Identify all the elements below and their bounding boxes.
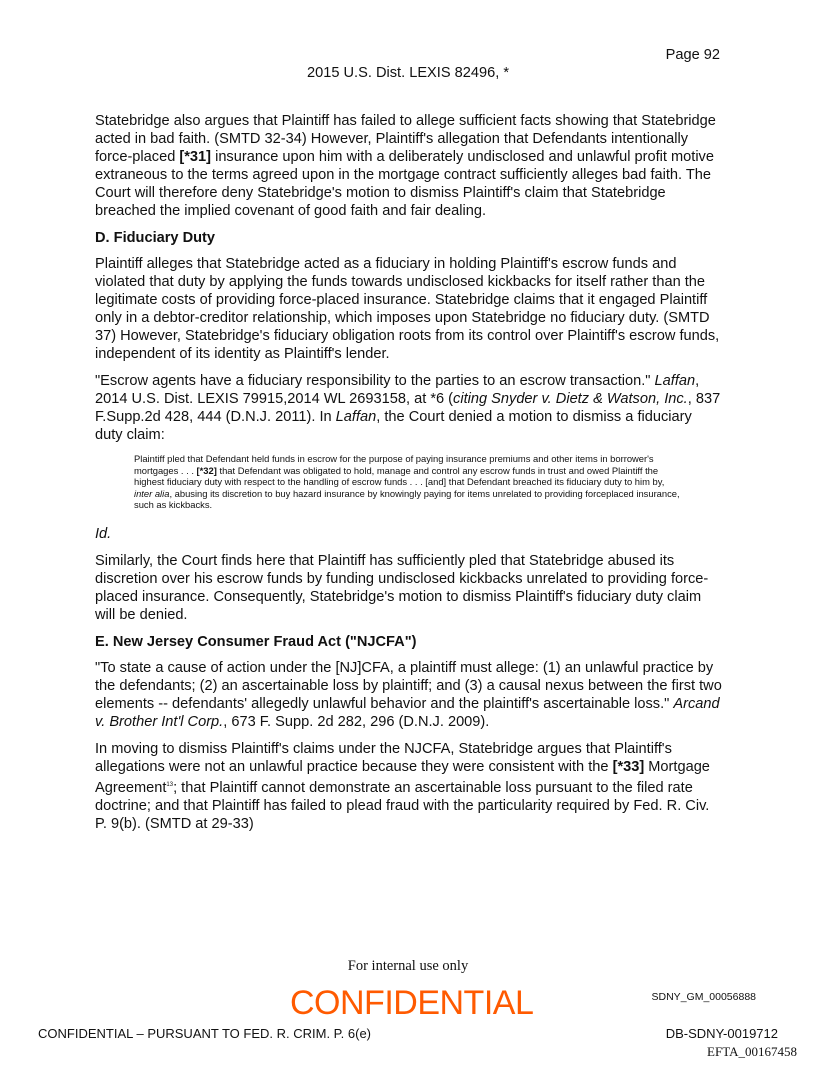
star-page-marker: [*32] [196, 464, 217, 476]
text-segment: Mortgage Agreement [95, 758, 710, 796]
heading-fiduciary-duty: D. Fiduciary Duty [95, 230, 216, 246]
paragraph-fiduciary-finding [95, 552, 723, 624]
paragraph-njcfa-arguments [95, 740, 723, 833]
db-sdny-bates: DB-SDNY-0019712 [665, 1026, 778, 1041]
block-quote-laffan [134, 453, 683, 511]
text-segment: "To state a cause of action under the [NJ]CFA, a plaintiff must allege: (1) an unlawful practice by the defendants; (2) an ascertainable loss by plaintiff; and (3) a causal nexus between the first two elements -- defendants' allegedly unlawful behavior and the plaintiff's ascertainable loss." [95, 659, 722, 712]
text-segment: Plaintiff alleges that Statebridge acted as a fiduciary in holding Plaintiff's escrow funds and violated that duty by applying the funds towards undisclosed kickbacks for itself rather than the legitimate costs of providing force-placed insurance. Statebridge claims that it engaged Plaintiff only in a debtor-creditor relationship, which imposes upon Statebridge no fiduciary duty. (SMTD 37) However, Statebridge's fiduciary obligation roots from its control over Plaintiff's escrow funds, independent of its identity as Plaintiff's lender. [95, 256, 720, 362]
sdny-gm-bates: SDNY_GM_00056888 [651, 991, 756, 1003]
italic-citation: Id. [95, 525, 112, 542]
text-segment: Plaintiff pled that Defendant held funds in escrow for the purpose of paying insurance premiums and other items in borrower's mortgages . . . [134, 453, 654, 476]
efta-bates: EFTA_00167458 [707, 1044, 797, 1059]
confidential-stamp: CONFIDENTIAL [290, 984, 534, 1022]
text-segment: Similarly, the Court finds here that Plaintiff has sufficiently pled that Statebridge abused its discretion over his escrow funds by funding undisclosed kickbacks unrelated to providing force-placed insurance. Consequently, Statebridge's motion to dismiss Plaintiff's fiduciary duty claim will be denied. [95, 552, 709, 623]
heading-njcfa: E. New Jersey Consumer Fraud Act ("NJCFA") [95, 633, 417, 650]
italic-citation: Laffan [654, 373, 696, 389]
italic-citation: citing Snyder v. Dietz & Watson, Inc. [453, 391, 688, 407]
text-segment: that Defendant was obligated to hold, manage and control any escrow funds in trust and owed Plaintiff the highest fiduciary duty with respect to the handling of escrow funds . . . [and] that Defendant breached its fiduciary duty to him by, [134, 464, 665, 488]
text-segment: , 837 F.Supp.2d 428, 444 (D.N.J. 2011). In [95, 391, 721, 425]
citation-id [95, 525, 723, 543]
text-segment: insurance upon him with a deliberately undisclosed and unlawful profit motive extraneous to the terms agreed upon in the mortgage contract sufficiently alleges bad faith. The Court will therefore deny Statebridge's motion to dismiss Plaintiff's claim that Statebridge breached the implied covenant of good faith and fair dealing. [95, 149, 714, 219]
paragraph-escrow-agents [95, 372, 723, 444]
italic-citation: inter alia [134, 487, 170, 499]
text-segment: Statebridge also argues that Plaintiff has failed to allege sufficient facts showing that Statebridge acted in bad faith. (SMTD 32-34) However, Plaintiff's allegation that Defendants intentionally force-placed [95, 113, 716, 165]
text-segment: "Escrow agents have a fiduciary responsibility to the parties to an escrow transaction." [95, 373, 655, 389]
footnote-ref: 13 [166, 781, 174, 788]
italic-citation: Laffan [335, 409, 377, 425]
confidential-notice: CONFIDENTIAL – PURSUANT TO FED. R. CRIM. P. 6(e) [38, 1026, 372, 1041]
internal-use-note: For internal use only [347, 958, 469, 974]
paragraph-fiduciary-allegation [95, 255, 723, 363]
document-body [95, 112, 723, 842]
paragraph-njcfa-elements [95, 659, 723, 731]
star-page-marker: [*33] [612, 758, 645, 775]
running-citation: 2015 U.S. Dist. LEXIS 82496, * [307, 65, 509, 81]
text-segment: In moving to dismiss Plaintiff's claims under the NJCFA, Statebridge argues that Plaintiff's allegations were not an unlawful practice because they were consistent with the [95, 740, 672, 775]
star-page-marker: [*31] [179, 149, 212, 165]
text-segment: , 2014 U.S. Dist. LEXIS 79915,2014 WL 2693158, at *6 ( [95, 373, 700, 407]
text-segment: , the Court denied a motion to dismiss a fiduciary duty claim: [95, 409, 692, 443]
text-segment: , 673 F. Supp. 2d 282, 296 (D.N.J. 2009). [223, 713, 490, 730]
page-number: Page 92 [665, 47, 720, 63]
paragraph-good-faith [95, 112, 723, 220]
italic-citation: Arcand v. Brother Int'l Corp. [95, 695, 720, 730]
text-segment: ; that Plaintiff cannot demonstrate an ascertainable loss pursuant to the filed rate doctrine; and that Plaintiff has failed to plead fraud with the particularity required by Fed. R. Civ. P. 9(b). (SMTD at 29-33) [95, 779, 710, 832]
text-segment: , abusing its discretion to buy hazard insurance by knowingly paying for items unrelated to providing forceplaced insurance, such as kickbacks. [134, 487, 680, 511]
